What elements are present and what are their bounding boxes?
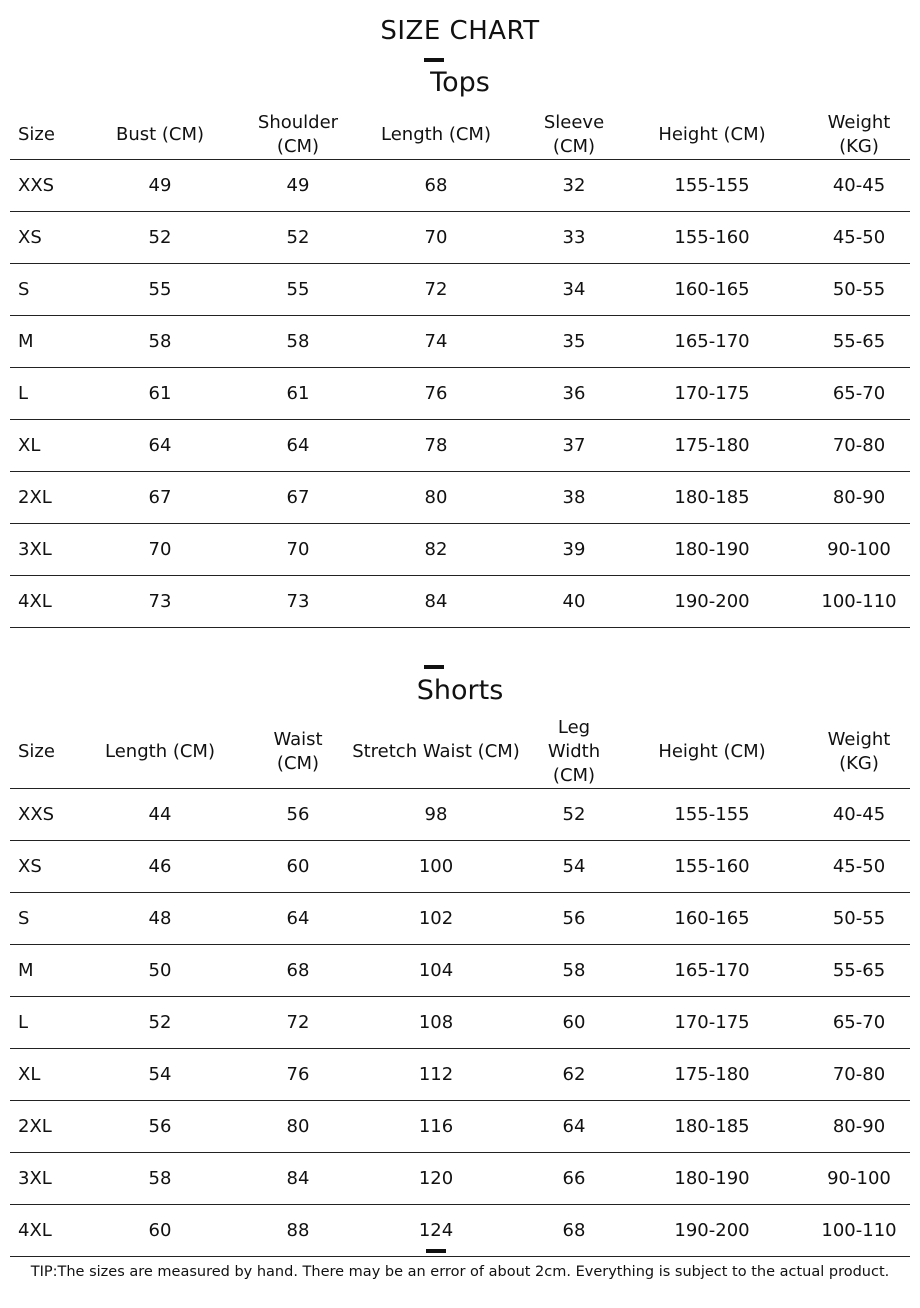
table-cell: 58 [64, 316, 256, 368]
table-cell: 88 [256, 1205, 340, 1257]
title-divider [424, 58, 444, 62]
table-cell: 155-155 [616, 160, 808, 212]
table-cell: 73 [64, 576, 256, 628]
table-cell: 49 [64, 160, 256, 212]
column-header: Weight (KG) [827, 729, 891, 774]
table-cell: 52 [256, 212, 340, 264]
table-cell: 64 [256, 420, 340, 472]
table-cell: 48 [64, 893, 256, 945]
table-cell: 37 [532, 420, 616, 472]
table-cell: 70 [256, 524, 340, 576]
table-cell: 61 [256, 368, 340, 420]
table-cell: 155-160 [616, 841, 808, 893]
table-row [10, 524, 910, 576]
table-cell: 70-80 [808, 420, 910, 472]
size-cell: M [10, 945, 64, 997]
table-cell: 180-185 [616, 472, 808, 524]
table-cell: 40-45 [808, 160, 910, 212]
table-cell: 64 [256, 893, 340, 945]
table-cell: 175-180 [616, 420, 808, 472]
table-cell: 49 [256, 160, 340, 212]
table-cell: 104 [340, 945, 532, 997]
table-cell: 61 [64, 368, 256, 420]
size-cell: 4XL [10, 1205, 64, 1257]
tops-size-table [10, 111, 910, 628]
column-header: Bust (CM) [115, 124, 205, 145]
column-header: Size [18, 124, 55, 145]
table-row [10, 160, 910, 212]
table-cell: 38 [532, 472, 616, 524]
table-cell: 62 [532, 1049, 616, 1101]
table-row [10, 472, 910, 524]
table-cell: 50 [64, 945, 256, 997]
table-cell: 52 [64, 212, 256, 264]
table-cell: 80 [256, 1101, 340, 1153]
table-cell: 36 [532, 368, 616, 420]
table-cell: 55-65 [808, 945, 910, 997]
size-cell: S [10, 264, 64, 316]
size-cell: XXS [10, 789, 64, 841]
column-header: Leg Width (CM) [547, 717, 601, 786]
table-cell: 55 [256, 264, 340, 316]
table-cell: 84 [256, 1153, 340, 1205]
table-row [10, 789, 910, 841]
table-cell: 64 [64, 420, 256, 472]
table-cell: 76 [340, 368, 532, 420]
shorts-size-table [10, 716, 910, 1257]
table-cell: 100-110 [808, 576, 910, 628]
table-cell: 56 [532, 893, 616, 945]
shorts-table-body [10, 789, 910, 1257]
section-divider [424, 665, 444, 669]
table-cell: 50-55 [808, 264, 910, 316]
table-cell: 80-90 [808, 1101, 910, 1153]
table-cell: 40-45 [808, 789, 910, 841]
column-header: Size [18, 741, 55, 762]
table-cell: 72 [340, 264, 532, 316]
table-row [10, 841, 910, 893]
table-cell: 50-55 [808, 893, 910, 945]
table-cell: 60 [532, 997, 616, 1049]
table-cell: 55 [64, 264, 256, 316]
table-cell: 165-170 [616, 316, 808, 368]
table-cell: 46 [64, 841, 256, 893]
table-cell: 170-175 [616, 368, 808, 420]
size-cell: XL [10, 1049, 64, 1101]
table-cell: 102 [340, 893, 532, 945]
table-cell: 70 [340, 212, 532, 264]
shorts-heading: Shorts [416, 675, 504, 706]
shorts-header-row [10, 716, 910, 789]
table-cell: 170-175 [616, 997, 808, 1049]
table-cell: 78 [340, 420, 532, 472]
table-cell: 76 [256, 1049, 340, 1101]
table-cell: 65-70 [808, 368, 910, 420]
table-cell: 90-100 [808, 1153, 910, 1205]
tops-heading: Tops [430, 67, 490, 98]
column-header: Stretch Waist (CM) [352, 741, 520, 762]
table-cell: 34 [532, 264, 616, 316]
table-cell: 112 [340, 1049, 532, 1101]
table-cell: 165-170 [616, 945, 808, 997]
size-cell: 4XL [10, 576, 64, 628]
table-cell: 80-90 [808, 472, 910, 524]
table-cell: 65-70 [808, 997, 910, 1049]
table-row [10, 1153, 910, 1205]
table-cell: 190-200 [616, 1205, 808, 1257]
table-cell: 160-165 [616, 264, 808, 316]
size-cell: 2XL [10, 1101, 64, 1153]
table-cell: 60 [64, 1205, 256, 1257]
table-cell: 58 [256, 316, 340, 368]
table-cell: 70 [64, 524, 256, 576]
table-row [10, 264, 910, 316]
tip-divider [426, 1249, 446, 1253]
table-cell: 120 [340, 1153, 532, 1205]
table-cell: 73 [256, 576, 340, 628]
table-cell: 54 [64, 1049, 256, 1101]
table-cell: 52 [64, 997, 256, 1049]
column-header: Waist (CM) [273, 729, 323, 774]
table-cell: 45-50 [808, 841, 910, 893]
table-cell: 74 [340, 316, 532, 368]
size-cell: 3XL [10, 524, 64, 576]
table-cell: 180-185 [616, 1101, 808, 1153]
table-row [10, 997, 910, 1049]
table-cell: 60 [256, 841, 340, 893]
table-cell: 56 [256, 789, 340, 841]
table-cell: 66 [532, 1153, 616, 1205]
table-cell: 58 [532, 945, 616, 997]
table-cell: 67 [64, 472, 256, 524]
table-cell: 55-65 [808, 316, 910, 368]
table-cell: 54 [532, 841, 616, 893]
table-cell: 175-180 [616, 1049, 808, 1101]
size-cell: 2XL [10, 472, 64, 524]
table-cell: 68 [340, 160, 532, 212]
tops-header-row [10, 111, 910, 160]
table-cell: 56 [64, 1101, 256, 1153]
table-cell: 180-190 [616, 1153, 808, 1205]
table-cell: 155-155 [616, 789, 808, 841]
table-cell: 108 [340, 997, 532, 1049]
table-cell: 190-200 [616, 576, 808, 628]
column-header: Sleeve (CM) [543, 112, 605, 157]
size-cell: L [10, 997, 64, 1049]
table-cell: 64 [532, 1101, 616, 1153]
table-cell: 72 [256, 997, 340, 1049]
table-cell: 68 [532, 1205, 616, 1257]
size-cell: L [10, 368, 64, 420]
table-cell: 80 [340, 472, 532, 524]
table-cell: 155-160 [616, 212, 808, 264]
table-row [10, 1049, 910, 1101]
table-row [10, 1101, 910, 1153]
column-header: Height (CM) [658, 124, 766, 145]
table-cell: 58 [64, 1153, 256, 1205]
table-cell: 68 [256, 945, 340, 997]
table-cell: 116 [340, 1101, 532, 1153]
table-row [10, 316, 910, 368]
table-cell: 52 [532, 789, 616, 841]
table-cell: 39 [532, 524, 616, 576]
size-cell: XL [10, 420, 64, 472]
size-cell: 3XL [10, 1153, 64, 1205]
column-header: Length (CM) [381, 124, 491, 145]
table-cell: 100-110 [808, 1205, 910, 1257]
size-cell: S [10, 893, 64, 945]
tops-table-body [10, 160, 910, 628]
table-cell: 84 [340, 576, 532, 628]
table-cell: 32 [532, 160, 616, 212]
table-row [10, 945, 910, 997]
column-header: Length (CM) [105, 741, 215, 762]
table-row [10, 212, 910, 264]
column-header: Shoulder (CM) [257, 112, 339, 157]
table-cell: 35 [532, 316, 616, 368]
size-cell: XS [10, 212, 64, 264]
table-row [10, 1205, 910, 1257]
table-cell: 70-80 [808, 1049, 910, 1101]
table-cell: 44 [64, 789, 256, 841]
size-cell: XS [10, 841, 64, 893]
column-header: Weight (KG) [827, 112, 891, 157]
table-cell: 40 [532, 576, 616, 628]
size-cell: XXS [10, 160, 64, 212]
table-cell: 98 [340, 789, 532, 841]
table-cell: 124 [340, 1205, 532, 1257]
table-cell: 82 [340, 524, 532, 576]
tip-note: TIP:The sizes are measured by hand. There may be an error of about 2cm. Everything is subject to the actual product. [30, 1264, 890, 1280]
table-cell: 180-190 [616, 524, 808, 576]
table-cell: 45-50 [808, 212, 910, 264]
table-cell: 67 [256, 472, 340, 524]
table-cell: 33 [532, 212, 616, 264]
table-row [10, 368, 910, 420]
table-row [10, 420, 910, 472]
column-header: Height (CM) [658, 741, 766, 762]
table-cell: 100 [340, 841, 532, 893]
table-cell: 160-165 [616, 893, 808, 945]
size-cell: M [10, 316, 64, 368]
table-row [10, 576, 910, 628]
page-title: SIZE CHART [380, 16, 540, 46]
table-row [10, 893, 910, 945]
table-cell: 90-100 [808, 524, 910, 576]
